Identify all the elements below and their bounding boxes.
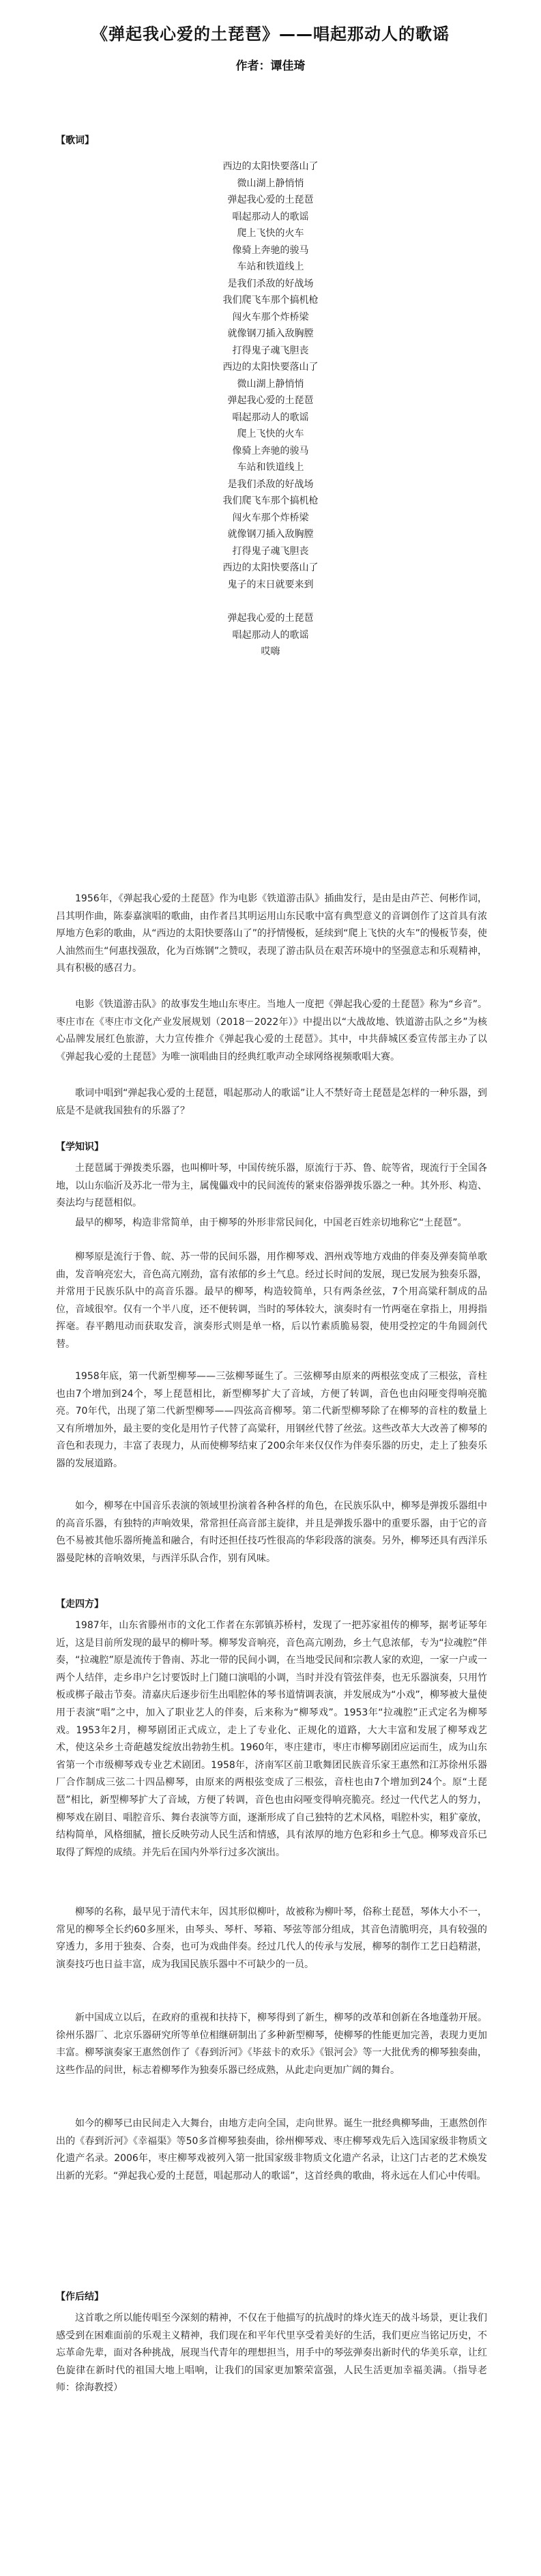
lyric-line: 爬上飞快的火车 (237, 429, 304, 439)
lyric-line: 打得鬼子魂飞胆丧 (232, 545, 309, 557)
history-paragraph-1: 1987年，山东省滕州市的文化工作者在东郭镇苏桥村，发现了一把苏家祖传的柳琴，据考证琴年近，这是目前所发现的最早的柳叶琴。柳琴发音响亮，音色高亢刚劲，乡土气息浓郁，专为“拉魂腔”伴奏，“拉魂腔”原是流传于鲁南、苏北一带的民间小调，在当地受民间和宗教人家的欢迎，一家一户或一两个人结伴，走乡串户乞讨要饭时上门随口演唱的小调，当时并没有管弦伴奏，也无乐器演奏，只用竹板或梆子敲击节奏。清嘉庆后逐步衍生出唱腔体的琴书道情调表演，并发展成为“小戏”，柳琴被大量使用于表演“唱”之中，加入了职业艺人的伴奏，后来称为“柳琴戏”。1953年“拉魂腔”正式定名为柳琴戏。1953年2月，柳琴剧团正式成立，走上了专业化、正规化的道路，大大丰富和发展了柳琴戏艺术，使这朵乡土奇葩越发绽放出勃勃生机。1960年，枣庄建市，枣庄市柳琴剧团应运而生，成为山东省第一个市级柳琴戏专业艺术剧团。1958年，济南军区前卫歌舞团民族音乐家王惠然和江苏徐州乐器厂合作制成三弦二十四品柳琴，由原来的两根弦变成了三根弦，音柱也由7个增加到24个。原“土琵琶”相比，新型柳琴扩大了音域，方便了转调，音色也由闷哑变得响亮脆亮。经过一代代艺人的努力，柳琴戏在剧目、唱腔音乐、舞台表演等方面，逐渐形成了自己独特的艺术风格，唱腔朴实，粗犷豪放，结构简单，风格细腻，擅长反映劳动人民生活和情感，具有浓厚的地方色彩和乡土气息。柳琴戏音乐已取得了辉煌的成绩。并先后在国内外举行过多次演出。 (56, 1620, 487, 1858)
history-paragraph-2: 柳琴的名称，最早见于清代末年，因其形似柳叶，故被称为柳叶琴，俗称土琵琶，琴体大小不一，常见的柳琴全长约60多厘米，由琴头、琴杆、琴箱、琴弦等部分组成，其音色清脆明亮，具有较强的穿透力，多用于独奏、合奏，也可为戏曲伴奏。经过几代人的传承与发展，柳琴的制作工艺日趋精湛，演奏技巧也日益丰富，成为我国民族乐器中不可缺少的一员。 (56, 1907, 487, 1970)
lyric-line: 弹起我心爱的土琵琶 (227, 613, 314, 624)
history-paragraph-4: 如今的柳琴已由民间走入大舞台，由地方走向全国，走向世界。诞生一批经典柳琴曲，王惠然创作出的《春到沂河》《幸福渠》等50多首柳琴独奏曲，徐州柳琴戏、枣庄柳琴戏先后入选国家级非物质文化遗产名录。2006年，枣庄柳琴戏被列入第一批国家级非物质文化遗产名录，让这门古老的艺术焕发出新的光彩。“弹起我心爱的土琵琶，唱起那动人的歌谣”，这首经典的歌曲，将永远在人们心中传唱。 (56, 2118, 487, 2182)
knowledge-paragraph-1: 土琵琶属于弹拨类乐器，也叫柳叶琴，中国传统乐器，原流行于苏、鲁、皖等省，现流行于全国各地，以山东临沂及苏北一带为主，属傀儡戏中的民间流传的紧束俗器弹拨乐器之一种。其外形、构造、奏法均与琵琶相似。 (56, 1163, 487, 1209)
lyric-line: 鬼子的末日就要来到 (227, 579, 314, 590)
intro-paragraph-2: 电影《铁道游击队》的故事发生地山东枣庄。当地人一度把《弹起我心爱的土琵琶》称为“乡音”。枣庄市在《枣庄市文化产业发展规划（2018－2022年）》中提出以“大战故地、铁道游击队之乡”为核心品牌发展红色旅游，大力宣传推介《弹起我心爱的土琵琶》。其中，中共薛城区委宣传部主办了以《弹起我心爱的土琵琶》为唯一演唱曲目的经典红歌声动全球网络视频歌唱大赛。 (56, 999, 487, 1062)
knowledge-paragraph-2: 最早的柳琴，构造非常简单，由于柳琴的外形非常民间化，中国老百姓亲切地称它“土琵琶”。 (75, 1217, 467, 1228)
lyrics-heading: 【歌词】 (56, 135, 94, 146)
lyric-line: 打得鬼子魂飞胆丧 (232, 345, 309, 356)
reflection-heading: 【作后结】 (56, 2291, 104, 2302)
lyric-line: 唱起那动人的歌谣 (232, 211, 309, 222)
stanza-gap (0, 593, 541, 610)
history-paragraph-3: 新中国成立以后，在政府的重视和扶持下，柳琴得到了新生，柳琴的改革和创新在各地蓬勃开展。徐州乐器厂、北京乐器研究所等单位相继研制出了多种新型柳琴，使柳琴的性能更加完善，表现力更加丰富。柳琴演奏家王惠然创作了《春到沂河》《毕兹卡的欢乐》《银河会》等一大批优秀的柳琴独奏曲，这些作品的问世，标志着柳琴作为独奏乐器已经成熟，从此走向更加广阔的舞台。 (56, 2012, 487, 2076)
lyric-line: 西边的太阳快要落山了 (222, 562, 319, 573)
reflection-paragraph: 这首歌之所以能传唱至今深刻的精神，不仅在于他描写的抗战时的烽火连天的战斗场景，更让我们感受到在困难面前的乐观主义精神，我们现在和平年代里享受着美好的生活，我们更应当铭记历史，不忘革命先辈，面对各种挑战，展现当代青年的理想担当，用手中的琴弦弹奏出新时代的华美乐章，让红色旋律在新时代的祖国大地上唱响，让我们的国家更加繁荣富强，人民生活更加幸福美满。（指导老师：徐海教授） (56, 2313, 487, 2394)
lyric-line: 唱起那动人的歌谣 (232, 411, 309, 423)
history-heading: 【走四方】 (56, 1599, 104, 1610)
lyric-line: 闯火车那个炸桥梁 (232, 512, 309, 523)
lyric-line: 微山湖上静悄悄 (237, 378, 304, 390)
lyric-line: 微山湖上静悄悄 (237, 177, 304, 189)
lyric-line: 像骑上奔驰的骏马 (232, 244, 309, 256)
lyric-line: 弹起我心爱的土琵琶 (227, 395, 314, 406)
page-title: 《弹起我心爱的土琵琶》——唱起那动人的歌谣 (91, 25, 450, 44)
lyric-line: 唱起那动人的歌谣 (232, 629, 309, 641)
lyric-line: 车站和铁道线上 (237, 261, 304, 272)
lyric-line: 西边的太阳快要落山了 (222, 161, 319, 172)
lyric-line: 闯火车那个炸桥梁 (232, 311, 309, 323)
lyric-line: 爬上飞快的火车 (237, 228, 304, 239)
lyric-line: 我们爬飞车那个搞机枪 (222, 295, 319, 306)
knowledge-heading: 【学知识】 (56, 1142, 104, 1153)
lyric-line: 是我们杀敌的好战场 (227, 278, 314, 289)
lyric-line: 哎嗨 (261, 646, 280, 657)
intro-paragraph-3: 歌词中唱到“弹起我心爱的土琵琶，唱起那动人的歌谣”让人不禁好奇土琵琶是怎样的一种乐器，到底是不是就我国独有的乐器了？ (56, 1088, 487, 1116)
lyric-line: 弹起我心爱的土琵琶 (227, 194, 314, 205)
lyric-line: 就像钢刀插入敌胸膛 (227, 529, 314, 540)
lyric-line: 车站和铁道线上 (237, 462, 304, 473)
knowledge-paragraph-4: 1958年底，第一代新型柳琴——三弦柳琴诞生了。三弦柳琴由原来的两根弦变成了三根弦，音柱也由7个增加到24个，琴上琵琶相比，新型柳琴扩大了音域，方便了转调，音色也由闷哑变得响亮脆亮。70年代，出现了第二代新型柳琴——四弦高音柳琴。第二代新型柳琴除了在柳琴的音柱的数量上又有所增加外，最主要的变化是用竹子代替了高粱秆，用钢丝代替了丝弦。这些改革大大改善了柳琴的音色和表现力，丰富了表现力，从而使柳琴结束了200余年来仅仅作为伴奏乐器的历史，走上了独奏乐器的发展道路。 (56, 1371, 487, 1469)
knowledge-paragraph-3: 柳琴原是流行于鲁、皖、苏一带的民间乐器，用作柳琴戏、泗州戏等地方戏曲的伴奏及弹奏简单歌曲，发音响亮宏大，音色高亢刚劲，富有浓郁的乡土气息。经过长时间的发展，现已发展为独奏乐器，并常用于民族乐队中的高音乐器。最早的柳琴，构造较简单，只有两条丝弦，7个用高粱秆制成的品位，音域很窄。仅有一个半八度，还不便转调，当时的琴体较大，演奏时有一竹两毫在拿指上，用拇指挥毫。春平鹅甩动而获取发音，演奏形式则是单一格，后以竹素质脆易裂，使用受控定的牛角圆剑代替。 (56, 1251, 487, 1350)
lyric-line: 像骑上奔驰的骏马 (232, 445, 309, 457)
lyrics-block (0, 158, 541, 661)
knowledge-paragraph-5: 如今，柳琴在中国音乐表演的领域里扮演着各种各样的角色，在民族乐队中，柳琴是弹拨乐器组中的高音乐器，有独特的声响效果，常常担任高音部主旋律，并且是弹拨乐器中的重要乐器，由于它的音色不易被其他乐器所掩盖和融合，有时还担任技巧性很高的华彩段落的演奏。另外，柳琴还具有西洋乐器曼陀林的音响效果，与西洋乐队合作，别有风味。 (56, 1501, 487, 1564)
lyric-line: 就像钢刀插入敌胸膛 (227, 328, 314, 339)
lyric-line: 我们爬飞车那个搞机枪 (222, 495, 319, 506)
lyric-line: 西边的太阳快要落山了 (222, 362, 319, 373)
lyric-line: 是我们杀敌的好战场 (227, 478, 314, 490)
intro-paragraph-1: 1956年，《弹起我心爱的土琵琶》作为电影《铁道游击队》插曲发行，是由是由芦芒、何彬作词，吕其明作曲，陈泰嘉演唱的歌曲，由作者吕其明运用山东民歌中富有典型意义的音调创作了这首具有浓厚地方色彩的歌曲，从“西边的太阳快要落山了”的抒情慢板，延续到“爬上飞快的火车”的慢板节奏，使人油然而生“何惠找强敌，化为百炼钢”之赞叹，表现了游击队员在艰苦环境中的坚强意志和乐观精神，具有积极的感召力。 (56, 893, 487, 974)
author-line: 作者：谭佳琦 (235, 59, 306, 73)
